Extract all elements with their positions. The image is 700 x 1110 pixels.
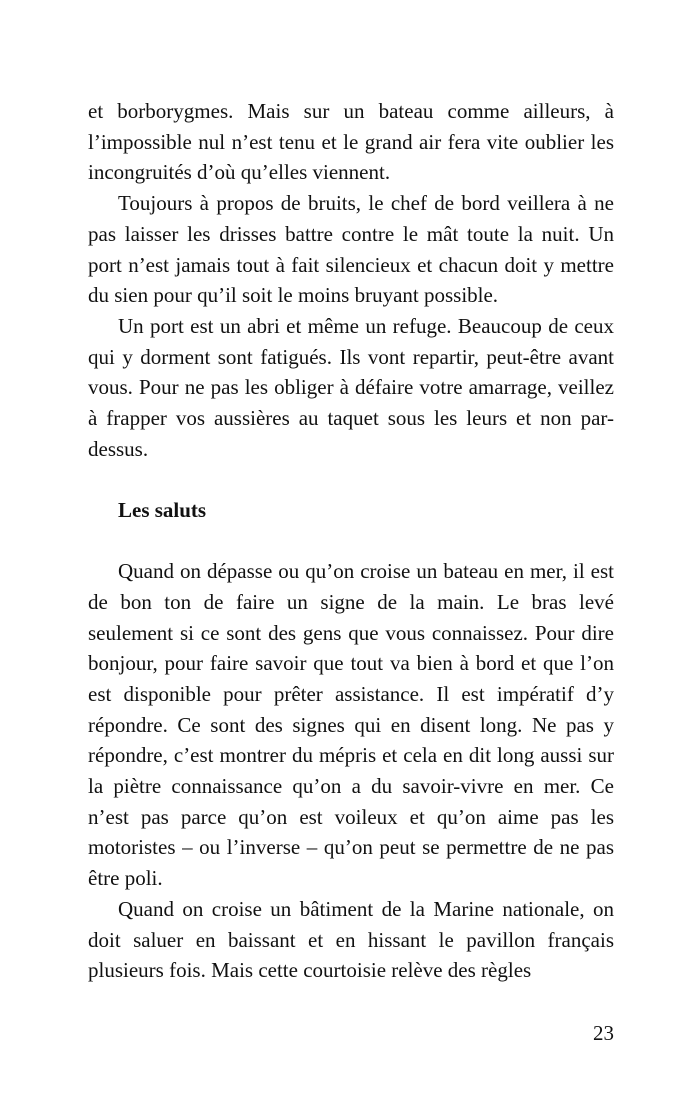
page-body xyxy=(88,96,614,986)
paragraph-greetings-at-sea: Quand on dépasse ou qu’on croise un bateau en mer, il est de bon ton de faire un signe de la main. Le bras levé seulement si ce sont des gens que vous connaissez. Pour dire bonjour, pour faire savoir que tout va bien à bord et que l’on est disponible pour prêter assistance. Il est impératif d’y répondre. Ce sont des signes qui en disent long. Ne pas y répondre, c’est montrer du mépris et cela en dit long aussi sur la piètre connaissance qu’on a du savoir-vivre en mer. Ce n’est pas parce qu’on est voileux et qu’on aime pas les motoristes – ou l’inverse – qu’on peut se permettre de ne pas être poli. xyxy=(88,559,614,891)
paragraph-navy-salute: Quand on croise un bâtiment de la Marine nationale, on doit saluer en baissant et en hissant le pavillon français plusieurs fois. Mais cette courtoisie relève des règles xyxy=(88,896,614,983)
paragraph-continued: et borborygmes. Mais sur un bateau comme ailleurs, à l’impossible nul n’est tenu et le grand air fera vite oublier les incongruités d’où qu’elles viennent. xyxy=(88,99,614,185)
section-heading: Les saluts xyxy=(118,498,207,523)
page-number: 23 xyxy=(593,1021,614,1045)
paragraph-port-refuge: Un port est un abri et même un refuge. Beaucoup de ceux qui y dorment sont fatigués. Ils vont repartir, peut-être avant vous. Pour ne pas les obliger à défaire votre amarrage, veillez à frapper vos aussières au taquet sous les leurs et non par-dessus. xyxy=(88,313,614,461)
paragraph-noise-halyards: Toujours à propos de bruits, le chef de bord veillera à ne pas laisser les drisses battre contre le mât toute la nuit. Un port n’est jamais tout à fait silencieux et chacun doit y mettre du sien pour qu’il soit le moins bruyant possible. xyxy=(88,191,614,308)
